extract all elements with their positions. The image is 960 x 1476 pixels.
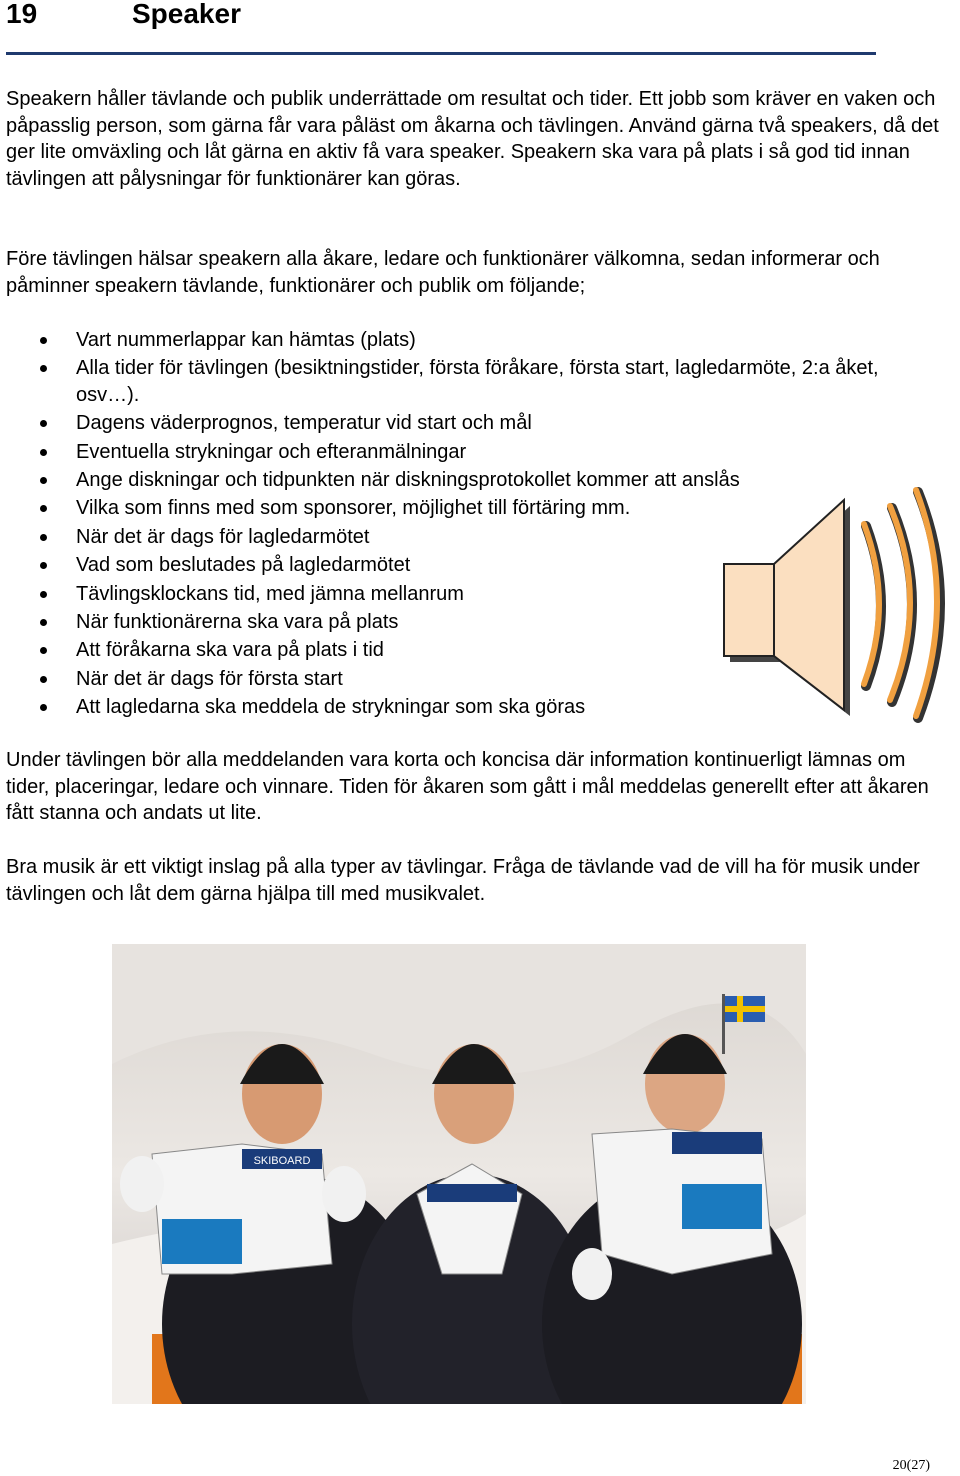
list-item: Ange diskningar och tidpunkten när diskningsprotokollet kommer att anslås xyxy=(0,467,940,494)
list-item: Vilka som finns med som sponsorer, möjlighet till förtäring mm. xyxy=(0,495,940,522)
list-item: Dagens väderprognos, temperatur vid start och mål xyxy=(0,410,940,437)
list-item: Att föråkarna ska vara på plats i tid xyxy=(0,637,940,664)
section-title: Speaker xyxy=(132,0,241,29)
bullet-icon xyxy=(40,477,47,484)
list-item: Vad som beslutades på lagledarmötet xyxy=(0,552,940,579)
bullet-icon xyxy=(40,647,47,654)
section-number: 19 xyxy=(6,0,38,29)
magazine-title: SKIBOARD xyxy=(253,1155,311,1167)
list-item: Alla tider för tävlingen (besiktningstider, första föråkare, första start, lagledarmöte, 2:a åket, osv…). xyxy=(0,355,940,408)
section-heading xyxy=(6,0,876,55)
speaker-icon xyxy=(700,486,950,726)
intro-paragraph: Speakern håller tävlande och publik underrättade om resultat och tider. Ett jobb som kräver en vaken och påpasslig person, som gärna får vara påläst om åkarna och tävlingen. Använd gärna två speakers, då det ger lite omväxling och låt gärna en aktiv få vara speaker. Speakern ska vara på plats i så god tid innan tävlingen att pålysningar för funktionärer kan göras. xyxy=(6,88,939,190)
music-paragraph: Bra musik är ett viktigt inslag på alla typer av tävlingar. Fråga de tävlande vad de vill ha för musik under tävlingen och låt dem gärna hjälpa till med musikvalet. xyxy=(6,856,920,905)
bullet-icon xyxy=(40,420,47,427)
bullet-icon xyxy=(40,505,47,512)
bullet-icon xyxy=(40,365,47,372)
bullet-icon xyxy=(40,449,47,456)
list-item: När det är dags för första start xyxy=(0,666,940,693)
list-item: Vart nummerlappar kan hämtas (plats) xyxy=(0,327,940,354)
bullet-icon xyxy=(40,704,47,711)
page-number: 20(27) xyxy=(892,1458,930,1473)
bullet-icon xyxy=(40,534,47,541)
bullet-icon xyxy=(40,676,47,683)
bullet-icon xyxy=(40,562,47,569)
bullet-icon xyxy=(40,591,47,598)
list-item: Eventuella strykningar och efteranmälningar xyxy=(0,439,940,466)
before-competition-paragraph: Före tävlingen hälsar speakern alla åkare, ledare och funktionärer välkomna, sedan informerar och påminner speakern tävlande, funktionärer och publik om följande; xyxy=(6,248,880,297)
bullet-icon xyxy=(40,337,47,344)
list-item: När funktionärerna ska vara på plats xyxy=(0,609,940,636)
bullet-icon xyxy=(40,619,47,626)
during-competition-paragraph: Under tävlingen bör alla meddelanden vara korta och koncisa där information kontinuerligt lämnas om tider, placeringar, ledare och vinnare. Tiden för åkaren som gått i mål meddelas generellt efter att åkaren fått stanna och andats ut lite. xyxy=(6,749,929,824)
list-item: Tävlingsklockans tid, med jämna mellanrum xyxy=(0,581,940,608)
list-item: Att lagledarna ska meddela de strykningar som ska göras xyxy=(0,694,940,721)
list-item: När det är dags för lagledarmötet xyxy=(0,524,940,551)
skiers-photo xyxy=(112,944,806,1404)
